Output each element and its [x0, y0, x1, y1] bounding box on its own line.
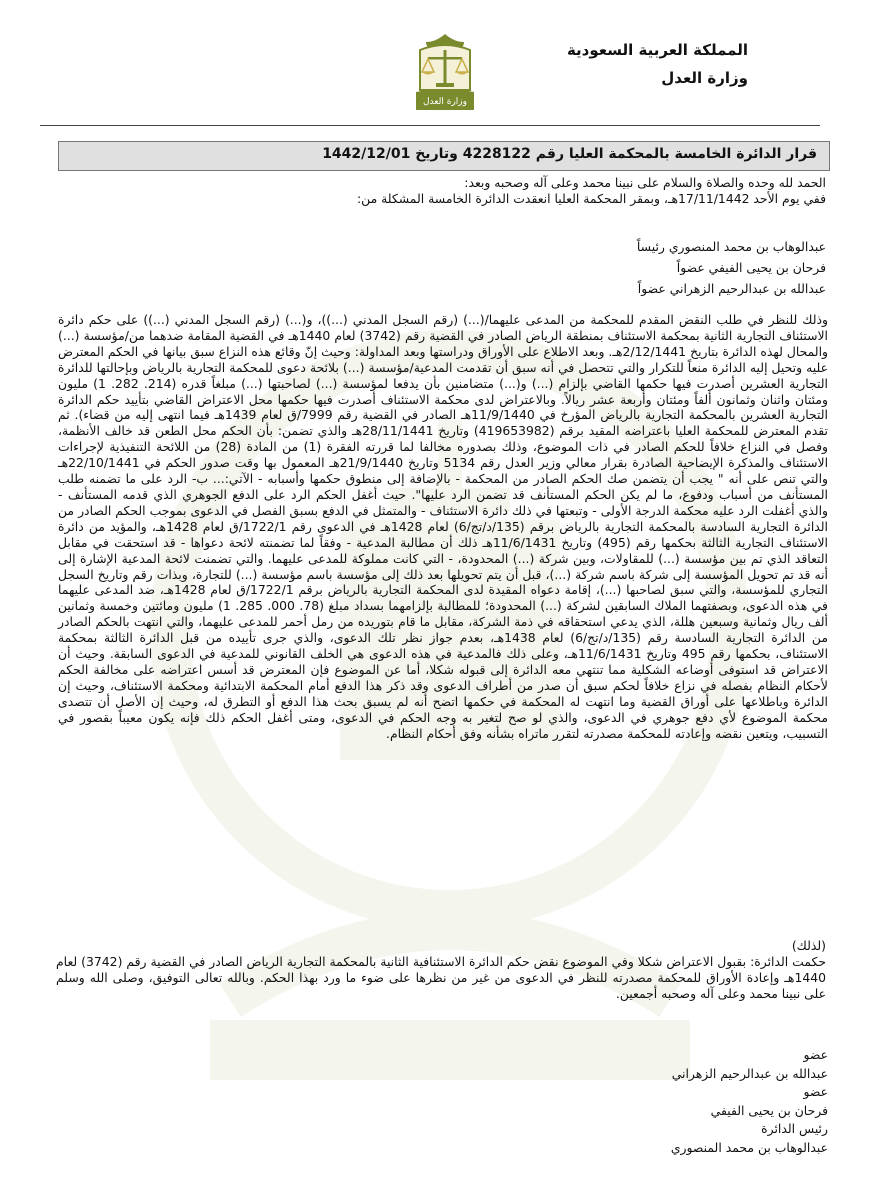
members-list — [426, 236, 826, 299]
signature-title-2: عضو — [803, 1084, 828, 1100]
signatures-block — [528, 1046, 828, 1158]
signature-name-3: عبدالوهاب بن محمد المنصوري — [670, 1139, 828, 1155]
opening-paragraph — [66, 175, 826, 207]
ruling-text: حكمت الدائرة: بقبول الاعتراض شكلا وفي الموضوع نقض حكم الدائرة الاستئنافية الثانية بالمحكمة التجارية الرياض الصادر في القضية رقم (3742) لعام 1440هـ وإعادة الأوراق للمحكمة مصدرته للنظر في الدعوى من غير من نظرها على ضوء ما ورد بهذا الحكم. وبالله تعالى التوفيق، وصلى الله وسلم على نبينا محمد وعلى آله وصحبه أجمعين. — [56, 953, 826, 1001]
kingdom-name: المملكة العربية السعودية — [566, 41, 748, 59]
ministry-name: وزارة العدل — [661, 69, 748, 87]
signature-title-3: رئيس الدائرة — [761, 1121, 828, 1137]
member-president: عبدالوهاب بن محمد المنصوري رئيساً — [636, 239, 826, 254]
justice-emblem-icon — [412, 30, 478, 116]
signature-name-2: فرحان بن يحيى الفيفي — [710, 1102, 828, 1118]
ministry-logo — [412, 30, 478, 116]
body-paragraph: وذلك للنظر في طلب النقض المقدم للمحكمة من المدعى عليهما/(...) (رقم السجل المدني (...))، و(...) (رقم السجل المدني (...)) على حكم دائرة الاستئناف التجارية الثانية بمحكمة الاستئناف بمنطقة الرياض الصادر في القضية رقم (3742) لعام 1440هـ في القضية المقامة ضدهما من/مؤسسة (...) والمحال لهذه الدائرة بتاريخ 2/12/1441هـ. وبعد الاطلاع على الأوراق ودراستها وبعد المداولة: وحيث إنّ وقائع هذه النزاع سبق بيانها في الحكم المعترض عليه وتحيل إليه الدائرة منعاً للتكرار والتي تتحصل في أنه سبق أن تقدمت المدعية/مؤسسة (...) بلائحة دعوى للمحكمة التجارية بالرياض وبإحالتها للدائرة التجارية العشرين أصدرت فيها حكمها القاضي بإلزام (...) و(...) متضامنين بأن يدفعا لمؤسسة (...) لصاحبتها (...) مبلغاً قدره (214. 282. 1) مليون ومئتان واثنان وثمانون ألفاً ومئتان وأربعة عشر ريالاً. وبالاعتراض لدى محكمة الاستئناف أصدرت فيها حكمها محل الاعتراض القاضي بتأييد حكم الدائرة التجارية العشرين بالمحكمة التجارية بالرياض المؤرخ في 11/9/1440هـ الصادر في القضية رقم 7999/ق لعام 1439هـ فيما انتهى إليه من قضاء). ثم تقدم المعترض للمحكمة العليا باعتراضه المقيد برقم (419653982) وتاريخ 28/11/1441هـ والذي تضمن: بأن الحكم محل الطعن قد خالف الأنظمة، وفصل في النزاع خلافاً للحكم الصادر في ذات الموضوع، وذلك بصدوره مخالفا لما قررته الفقرة (1) من المادة (28) من اللائحة التنفيذية لإجراءات الاستئناف والمذكرة الإيضاحية الصادرة بقرار معالي وزير العدل رقم 5134 وتاريخ 21/9/1440هـ المعمول بها وقت صدور الحكم في 22/10/1441هـ والتي تنص على أنه " يجب أن يتضمن صك الحكم الصادر من المحكمة - بالإضافة إلى منطوق حكمها وأسبابه - الآتي:... ب- الرد على ما تضمنه طلب المستأنف من أسباب ودفوع، ما لم يكن الحكم المستأنف قد تضمن الرد عليها". حيث أغفل الحكم الرد على الدفع الجوهري الذي قدمه المستأنف - والذي أغفلت الرد عليه محكمة الدرجة الأولى - وتبعتها في ذلك دائرة الاستئناف - والمتمثل في الدفع بسبق الفصل في الدعوى بموجب الحكم الصادر من الدائرة التجارية السادسة بالمحكمة التجارية بالرياض برقم (135/د/تج/6) لعام 1428هـ في الدعوى رقم 1722/1/ق لعام 1428هـ، والمؤيد من دائرة الاستئناف التجارية الثالثة بحكمها رقم (495) وتاريخ 11/6/1431هـ ذلك أن مطالبة المدعية - وفقاً لما تضمنته لائحة دعواها - قد استحقت في مقابل التعاقد الذي تم بين مؤسسة (...) للمقاولات، وبين شركة (...) المحدودة، - التي كانت مملوكة للمدعى عليهما. والتي تضمنت لائحة المدعية الإشارة إلى أنه قد تم تحويل المؤسسة إلى شركة باسم شركة (...)، قبل أن يتم تحويلها بعد ذلك إلى مؤسسة باسم مؤسسة (...) للتجارة، وبذات رقم وتاريخ السجل التجاري للمؤسسة، والتي سبق لصاحبها (...)، إقامة دعواه المقيدة لدى المحكمة التجارية بالرياض برقم 1722/1/ق لعام 1428هـ، ضد المدعى عليهما في هذه الدعوى، وبصفتهما الملاك السابقين لشركة (...) المحدودة؛ للمطالبة بإلزامهما بسداد مبلغ (78. 000. 285. 1) مليون ومائتين وخمسة وثمانين ألف ريال وثمانية وسبعين هللة، الذي يدعي استحقاقه في ذمة الشركة، مقابل ما قام بتوريده من رمل أحمر للمدعى عليهما، والتي انتهت بالحكم الصادر من الدائرة التجارية السادسة رقم (135/د/تج/6) لعام 1438هـ، بعدم جواز نظر تلك الدعوى، والذي جرى تأييده من قبل الدائرة الثالثة بمحكمة الاستئناف، بحكمها رقم 495 وتاريخ 11/6/1431هـ، وعلى ذلك فالمدعية في هذه الدعوى هي الخلف القانوني للمدعية في الدعوى السابقة. وحيث أن الاعتراض قد استوفى أوضاعه الشكلية مما تنتهي معه الدائرة إلى قبوله شكلا، أما عن الموضوع فإن المعترض قد أسس اعتراضه على مخالفة الحكم لأحكام النظام بفصله في نزاع خلافاً لحكم سبق أن صدر من أطراف الدعوى وقد ذكر هذا الدفع أمام المحكمة الابتدائية ومحكمة الاستئناف، وحيث إن الدائرة وباطلاعها على أوراق القضية وما انتهت له المحكمة في حكمها اتضح أنه لم يسبق بحث هذا الدفع أو التطرق له، وحيث إن الأصل أن تتصدى محكمة الموضوع لأي دفع جوهري في الدعوى، والذي لو صح لتغير به وجه الحكم في الدعوى، ومتى أغفل الحكم ذلك فإنه يكون معيباً بقصور في التسبيب، ويتعين نقضه وإعادته للمحكمة مصدرته لتقرر ماتراه بشأنه وفق أحكام النظام. — [58, 312, 829, 741]
signature-title-1: عضو — [803, 1047, 828, 1062]
member-1: فرحان بن يحيى الفيفي عضواً — [676, 260, 826, 275]
decision-title-bar — [58, 141, 830, 171]
logo-caption: وزارة العدل — [423, 97, 467, 107]
opening-line-1: الحمد لله وحده والصلاة والسلام على نبينا محمد وعلى آله وصحبه وبعد: — [464, 175, 826, 190]
decision-title: قرار الدائرة الخامسة بالمحكمة العليا رقم 4228122 وتاريخ 1442/12/01 — [322, 146, 817, 162]
opening-line-2: ففي يوم الأحد 17/11/1442هـ، وبمقر المحكمة العليا انعقدت الدائرة الخامسة المشكلة من: — [356, 190, 826, 206]
ruling-section — [56, 938, 826, 1002]
header-divider — [40, 125, 820, 126]
ruling-label: (لذلك) — [791, 938, 826, 953]
signature-name-1: عبدالله بن عبدالرحيم الزهراني — [671, 1065, 828, 1081]
header-text — [567, 36, 748, 92]
member-2: عبدالله بن عبدالرحيم الزهراني عضواً — [637, 281, 826, 296]
